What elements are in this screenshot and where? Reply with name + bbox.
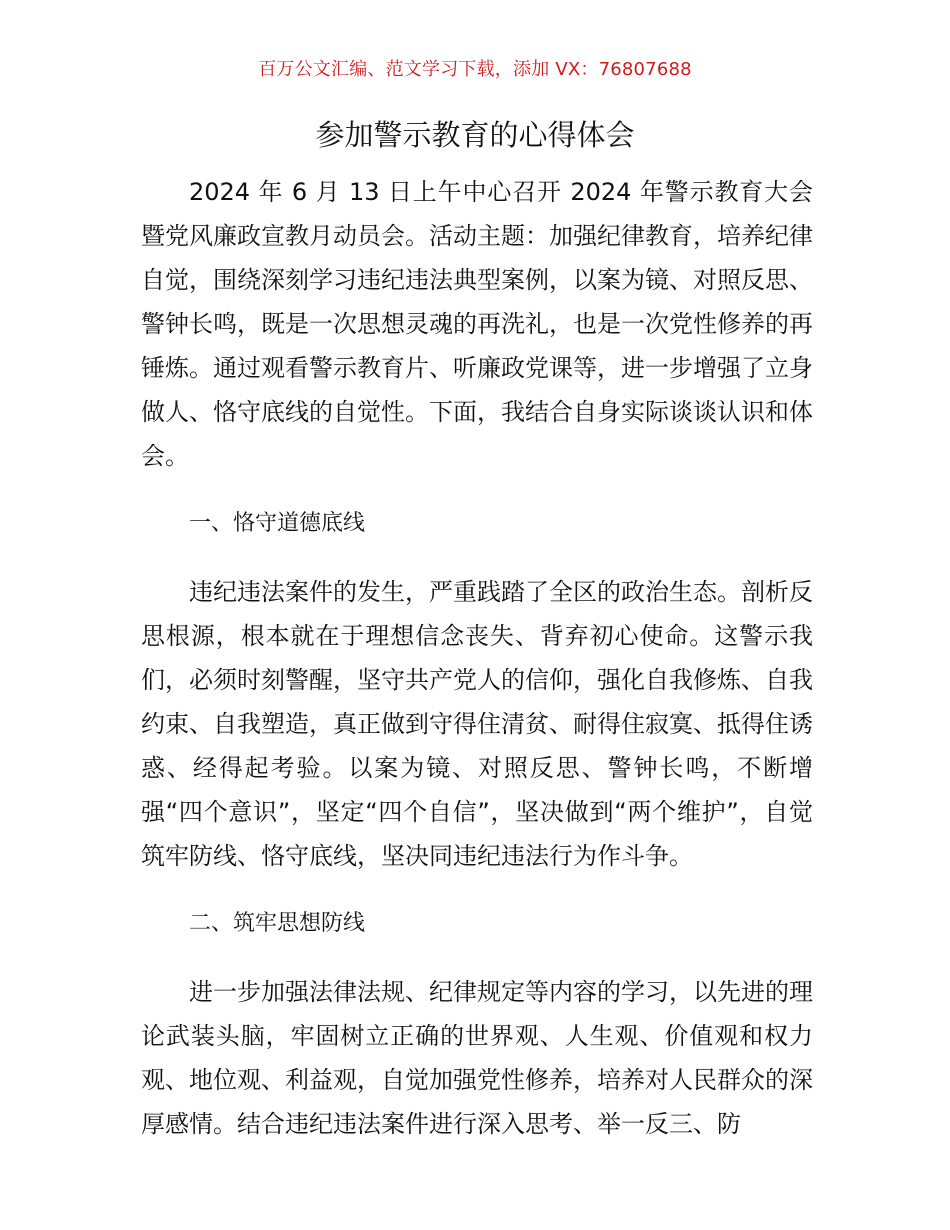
document-title: 参加警示教育的心得体会 [315, 118, 635, 152]
document-body [141, 170, 813, 1146]
section-heading-2: 二、筑牢思想防线 [189, 911, 366, 936]
section-paragraph-1: 违纪违法案件的发生，严重践踏了全区的政治生态。剖析反思根源，根本就在于理想信念丧失、背弃初心使命。这警示我们，必须时刻警醒，坚守共产党人的信仰，强化自我修炼、自我约束、自我塑造，真正做到守得住清贫、耐得住寂寞、抵得住诱惑、经得起考验。以案为镜、对照反思、警钟长鸣，不断增强“四个意识”，坚定“四个自信”，坚决做到“两个维护”，自觉筑牢防线、恪守底线，坚决同违纪违法行为作斗争。 [141, 578, 813, 870]
section-paragraph-2: 进一步加强法律法规、纪律规定等内容的学习，以先进的理论武装头脑，牢固树立正确的世界观、人生观、价值观和权力观、地位观、利益观，自觉加强党性修养，培养对人民群众的深厚感情。结合违纪违法案件进行深入思考、举一反三、防 [141, 978, 813, 1138]
watermark-banner: 百万公文汇编、范文学习下载，添加 VX：76807688 [258, 59, 692, 80]
intro-paragraph: 2024 年 6 月 13 日上午中心召开 2024 年警示教育大会暨党风廉政宣教月动员会。活动主题：加强纪律教育，培养纪律自觉，围绕深刻学习违纪违法典型案例，以案为镜、对照反思、警钟长鸣，既是一次思想灵魂的再洗礼，也是一次党性修养的再锤炼。通过观看警示教育片、听廉政党课等，进一步增强了立身做人、恪守底线的自觉性。下面，我结合自身实际谈谈认识和体会。 [141, 178, 813, 470]
section-heading-1: 一、恪守道德底线 [189, 511, 366, 536]
